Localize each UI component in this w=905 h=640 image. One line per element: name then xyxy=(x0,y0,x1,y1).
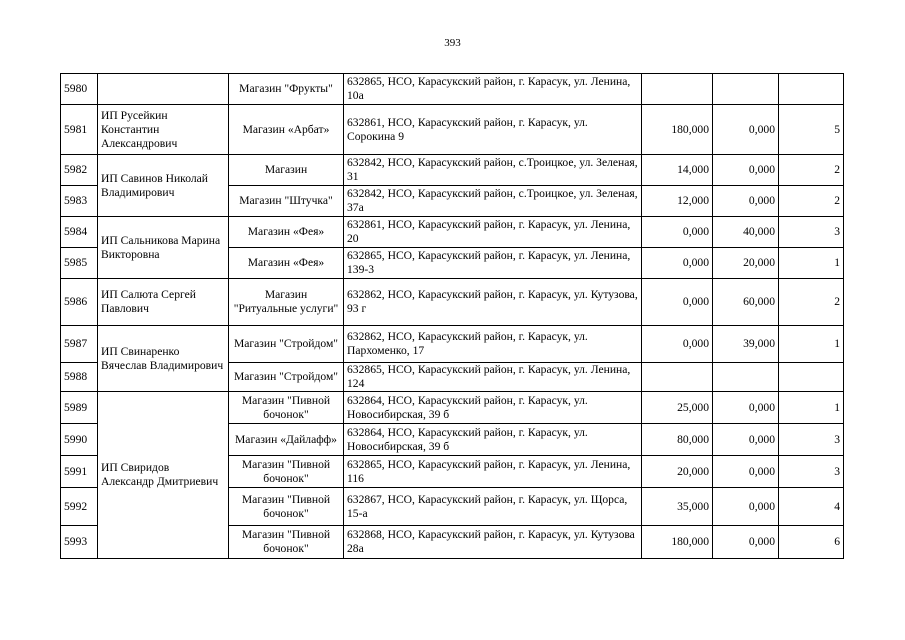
value-3-cell: 6 xyxy=(779,526,844,559)
shop-cell: Магазин "Пивной бочонок" xyxy=(229,456,344,488)
row-number: 5982 xyxy=(61,155,98,186)
address-cell: 632861, НСО, Карасукский район, г. Карасук, ул. Ленина, 20 xyxy=(344,217,642,248)
value-1-cell: 20,000 xyxy=(642,456,713,488)
address-cell: 632862, НСО, Карасукский район, г. Карасук, ул. Пархоменко, 17 xyxy=(344,326,642,363)
shop-cell: Магазин "Штучка" xyxy=(229,186,344,217)
row-number: 5989 xyxy=(61,392,98,424)
value-2-cell: 39,000 xyxy=(713,326,779,363)
shop-cell: Магазин «Фея» xyxy=(229,217,344,248)
value-2-cell: 0,000 xyxy=(713,424,779,456)
value-2-cell: 0,000 xyxy=(713,392,779,424)
address-cell: 632861, НСО, Карасукский район, г. Карасук, ул. Сорокина 9 xyxy=(344,105,642,155)
value-2-cell: 40,000 xyxy=(713,217,779,248)
value-3-cell: 3 xyxy=(779,424,844,456)
address-cell: 632865, НСО, Карасукский район, г. Карасук, ул. Ленина, 116 xyxy=(344,456,642,488)
value-2-cell: 0,000 xyxy=(713,526,779,559)
shop-cell: Магазин "Пивной бочонок" xyxy=(229,392,344,424)
row-number: 5981 xyxy=(61,105,98,155)
value-1-cell: 180,000 xyxy=(642,105,713,155)
value-3-cell: 1 xyxy=(779,392,844,424)
owner-cell: ИП Савинов Николай Владимирович xyxy=(98,155,229,217)
address-cell: 632865, НСО, Карасукский район, г. Карасук, ул. Ленина, 10а xyxy=(344,74,642,105)
value-1-cell: 80,000 xyxy=(642,424,713,456)
value-1-cell: 180,000 xyxy=(642,526,713,559)
shop-cell: Магазин "Пивной бочонок" xyxy=(229,488,344,526)
value-3-cell: 4 xyxy=(779,488,844,526)
owner-cell: ИП Свиридов Александр Дмитриевич xyxy=(98,392,229,559)
row-number: 5985 xyxy=(61,248,98,279)
value-1-cell xyxy=(642,363,713,392)
row-number: 5980 xyxy=(61,74,98,105)
value-3-cell xyxy=(779,363,844,392)
row-number: 5986 xyxy=(61,279,98,326)
table-row xyxy=(61,74,844,105)
address-cell: 632842, НСО, Карасукский район, с.Троицкое, ул. Зеленая, 37а xyxy=(344,186,642,217)
address-cell: 632867, НСО, Карасукский район, г. Карасук, ул. Щорса, 15-а xyxy=(344,488,642,526)
value-3-cell: 3 xyxy=(779,456,844,488)
value-1-cell: 0,000 xyxy=(642,248,713,279)
shop-cell: Магазин "Пивной бочонок" xyxy=(229,526,344,559)
value-2-cell xyxy=(713,363,779,392)
value-2-cell xyxy=(713,74,779,105)
value-3-cell: 1 xyxy=(779,248,844,279)
address-cell: 632868, НСО, Карасукский район, г. Карасук, ул. Кутузова 28а xyxy=(344,526,642,559)
value-2-cell: 0,000 xyxy=(713,105,779,155)
row-number: 5991 xyxy=(61,456,98,488)
owner-cell xyxy=(98,74,229,105)
page-number: 393 xyxy=(444,37,461,49)
value-2-cell: 0,000 xyxy=(713,456,779,488)
address-cell: 632862, НСО, Карасукский район, г. Карасук, ул. Кутузова, 93 г xyxy=(344,279,642,326)
value-1-cell: 35,000 xyxy=(642,488,713,526)
shop-cell: Магазин "Стройдом" xyxy=(229,326,344,363)
shop-cell: Магазин «Дайлафф» xyxy=(229,424,344,456)
value-3-cell xyxy=(779,74,844,105)
value-1-cell: 0,000 xyxy=(642,326,713,363)
value-1-cell: 25,000 xyxy=(642,392,713,424)
table-row xyxy=(61,217,844,248)
table-row xyxy=(61,392,844,424)
address-cell: 632865, НСО, Карасукский район, г. Карасук, ул. Ленина, 139-3 xyxy=(344,248,642,279)
value-3-cell: 2 xyxy=(779,186,844,217)
row-number: 5983 xyxy=(61,186,98,217)
value-1-cell: 0,000 xyxy=(642,279,713,326)
value-3-cell: 1 xyxy=(779,326,844,363)
address-cell: 632864, НСО, Карасукский район, г. Карасук, ул. Новосибирская, 39 б xyxy=(344,392,642,424)
table-row xyxy=(61,105,844,155)
shop-cell: Магазин "Ритуальные услуги" xyxy=(229,279,344,326)
value-3-cell: 2 xyxy=(779,279,844,326)
shop-cell: Магазин xyxy=(229,155,344,186)
value-3-cell: 2 xyxy=(779,155,844,186)
shop-cell: Магазин «Фея» xyxy=(229,248,344,279)
owner-cell: ИП Русейкин Константин Александрович xyxy=(98,105,229,155)
shop-cell: Магазин "Стройдом" xyxy=(229,363,344,392)
value-1-cell: 12,000 xyxy=(642,186,713,217)
address-cell: 632864, НСО, Карасукский район, г. Карасук, ул. Новосибирская, 39 б xyxy=(344,424,642,456)
value-3-cell: 3 xyxy=(779,217,844,248)
value-2-cell: 0,000 xyxy=(713,488,779,526)
row-number: 5984 xyxy=(61,217,98,248)
value-1-cell xyxy=(642,74,713,105)
owner-cell: ИП Свинаренко Вячеслав Владимирович xyxy=(98,326,229,392)
row-number: 5992 xyxy=(61,488,98,526)
registry-table xyxy=(60,73,844,559)
owner-cell: ИП Салюта Сергей Павлович xyxy=(98,279,229,326)
row-number: 5993 xyxy=(61,526,98,559)
table-row xyxy=(61,155,844,186)
owner-cell: ИП Сальникова Марина Викторовна xyxy=(98,217,229,279)
value-2-cell: 60,000 xyxy=(713,279,779,326)
row-number: 5988 xyxy=(61,363,98,392)
value-2-cell: 20,000 xyxy=(713,248,779,279)
value-3-cell: 5 xyxy=(779,105,844,155)
value-2-cell: 0,000 xyxy=(713,186,779,217)
row-number: 5990 xyxy=(61,424,98,456)
value-1-cell: 0,000 xyxy=(642,217,713,248)
shop-cell: Магазин "Фрукты" xyxy=(229,74,344,105)
address-cell: 632842, НСО, Карасукский район, с.Троицкое, ул. Зеленая, 31 xyxy=(344,155,642,186)
table-row xyxy=(61,326,844,363)
value-1-cell: 14,000 xyxy=(642,155,713,186)
row-number: 5987 xyxy=(61,326,98,363)
address-cell: 632865, НСО, Карасукский район, г. Карасук, ул. Ленина, 124 xyxy=(344,363,642,392)
table-row xyxy=(61,279,844,326)
value-2-cell: 0,000 xyxy=(713,155,779,186)
shop-cell: Магазин «Арбат» xyxy=(229,105,344,155)
